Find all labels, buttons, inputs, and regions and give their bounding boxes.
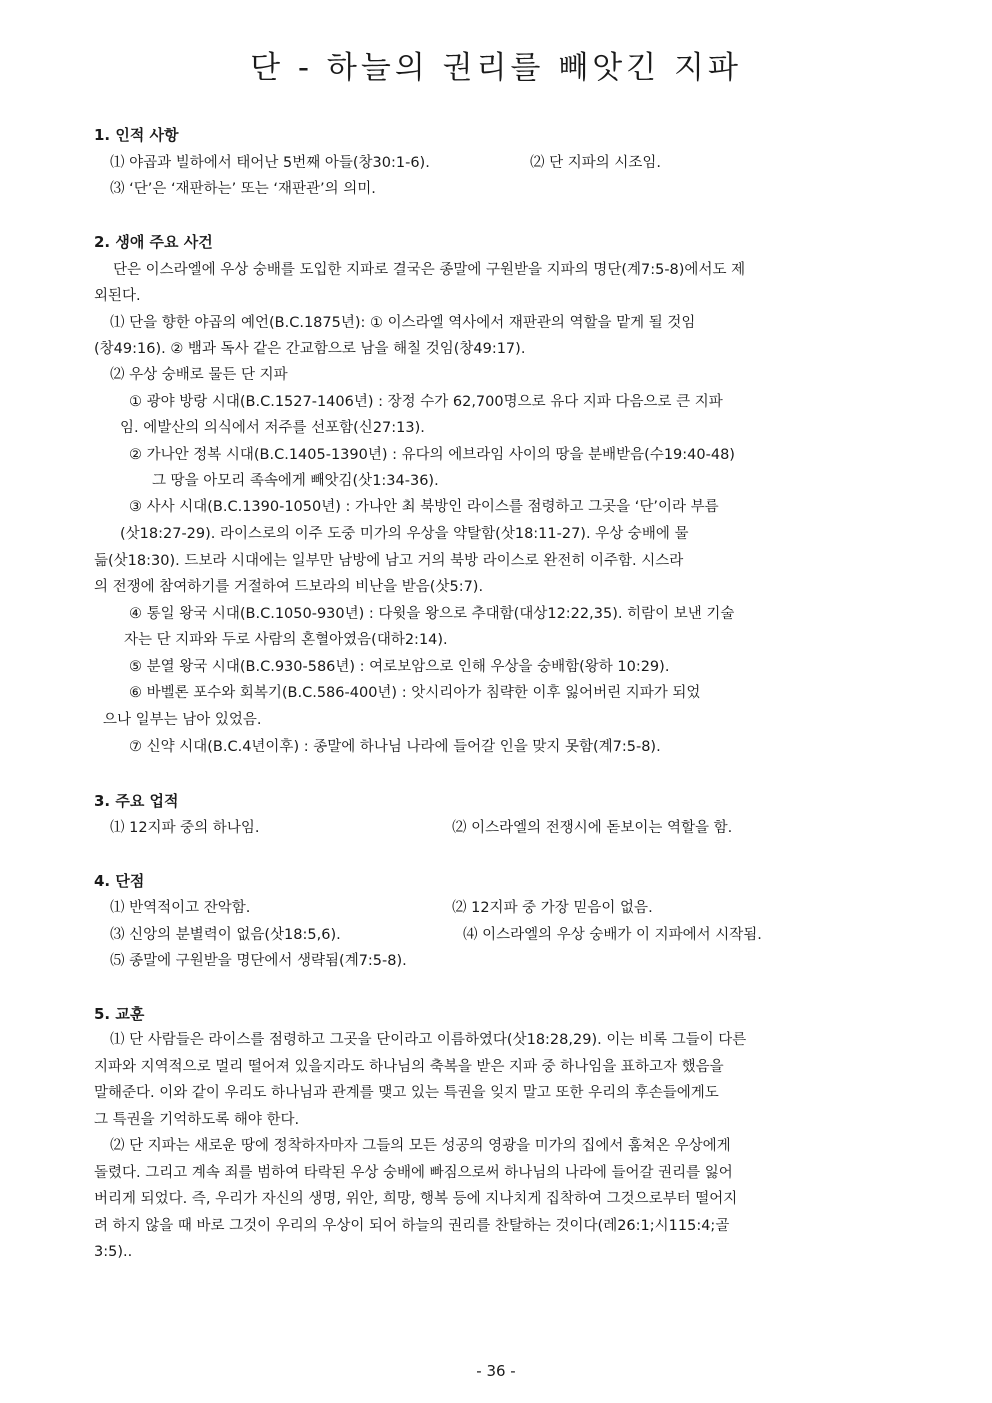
lesson-1-line-4: 그 특권을 기억하도록 해야 한다. bbox=[94, 1112, 300, 1128]
section-5-heading: 5. 교훈 bbox=[94, 1005, 145, 1023]
period-3-line-1: ③ 사사 시대(B.C.1390-1050년) : 가나안 최 북방인 라이스를 점령하고 그곳을 ‘단’이라 부름 bbox=[129, 499, 719, 515]
section-2-intro-line-1: 단은 이스라엘에 우상 숭배를 도입한 지파로 결국은 종말에 구원받을 지파의 명단(계7:5-8)에서도 제 bbox=[113, 262, 746, 278]
section-2-intro-line-2: 외된다. bbox=[94, 288, 141, 304]
lesson-2-line-4: 려 하지 않을 때 바로 그것이 우리의 우상이 되어 하늘의 권리를 찬탈하는 것이다(레26:1;시115:4;골 bbox=[94, 1218, 730, 1234]
period-4-line-1: ④ 통일 왕국 시대(B.C.1050-930년) : 다윗을 왕으로 추대함(대상12:22,35). 히람이 보낸 기술 bbox=[129, 606, 735, 622]
section-2-heading: 2. 생애 주요 사건 bbox=[94, 233, 213, 251]
section-2-item-1-line-1: ⑴ 단을 향한 야곱의 예언(B.C.1875년): ① 이스라엘 역사에서 재판관의 역할을 맡게 될 것임 bbox=[110, 315, 696, 331]
section-4-item-2: ⑵ 12지파 중 가장 믿음이 없음. bbox=[452, 900, 653, 916]
period-6-line-1: ⑥ 바벨론 포수와 회복기(B.C.586-400년) : 앗시리아가 침략한 이후 잃어버린 지파가 되었 bbox=[129, 685, 701, 701]
period-3-line-4: 의 전쟁에 참여하기를 거절하여 드보라의 비난을 받음(삿5:7). bbox=[94, 579, 484, 595]
lesson-2-line-2: 돌렸다. 그리고 계속 죄를 범하여 타락된 우상 숭배에 빠짐으로써 하나님의 나라에 들어갈 권리를 잃어 bbox=[94, 1165, 733, 1181]
period-7: ⑦ 신약 시대(B.C.4년이후) : 종말에 하나님 나라에 들어갈 인을 맞지 못함(계7:5-8). bbox=[129, 739, 661, 755]
period-1-line-2: 임. 에발산의 의식에서 저주를 선포함(신27:13). bbox=[120, 420, 425, 436]
section-4-item-4: ⑷ 이스라엘의 우상 숭배가 이 지파에서 시작됨. bbox=[463, 927, 762, 943]
page-number: - 36 - bbox=[476, 1362, 516, 1380]
lesson-1-line-2: 지파와 지역적으로 멀리 떨어져 있을지라도 하나님의 축복을 받은 지파 중 하나임을 표하고자 했음을 bbox=[94, 1059, 724, 1075]
section-1-item-1: ⑴ 야곱과 빌하에서 태어난 5번째 아들(창30:1-6). bbox=[110, 155, 430, 171]
section-1-item-2: ⑵ 단 지파의 시조임. bbox=[530, 155, 661, 171]
section-4-item-5: ⑸ 종말에 구원받을 명단에서 생략됨(계7:5-8). bbox=[110, 953, 407, 969]
period-3-line-3: 듦(삿18:30). 드보라 시대에는 일부만 남방에 남고 거의 북방 라이스로 완전히 이주함. 시스라 bbox=[94, 553, 684, 569]
section-3-item-1: ⑴ 12지파 중의 하나임. bbox=[110, 820, 260, 836]
period-5: ⑤ 분열 왕국 시대(B.C.930-586년) : 여로보암으로 인해 우상을 숭배함(왕하 10:29). bbox=[129, 659, 670, 675]
section-1-item-3: ⑶ ‘단’은 ‘재판하는’ 또는 ‘재판관’의 의미. bbox=[110, 181, 376, 197]
period-6-line-2: 으나 일부는 남아 있었음. bbox=[103, 712, 262, 728]
lesson-2-line-5: 3:5).. bbox=[94, 1244, 133, 1260]
lesson-2-line-3: 버리게 되었다. 즉, 우리가 자신의 생명, 위안, 희망, 행복 등에 지나치게 집착하여 그것으로부터 떨어지 bbox=[94, 1191, 738, 1207]
lesson-2-line-1: ⑵ 단 지파는 새로운 땅에 정착하자마자 그들의 모든 성공의 영광을 미가의 집에서 훔쳐온 우상에게 bbox=[110, 1138, 731, 1154]
section-4-item-3: ⑶ 신앙의 분별력이 없음(삿18:5,6). bbox=[110, 927, 341, 943]
period-2-line-1: ② 가나안 정복 시대(B.C.1405-1390년) : 유다의 에브라임 사이의 땅을 분배받음(수19:40-48) bbox=[129, 447, 735, 463]
section-4-heading: 4. 단점 bbox=[94, 872, 145, 890]
section-1-heading: 1. 인적 사항 bbox=[94, 126, 179, 144]
section-3-item-2: ⑵ 이스라엘의 전쟁시에 돋보이는 역할을 함. bbox=[452, 820, 733, 836]
section-4-item-1: ⑴ 반역적이고 잔악함. bbox=[110, 900, 251, 916]
section-2-item-2: ⑵ 우상 숭배로 물든 단 지파 bbox=[110, 367, 288, 383]
section-3-heading: 3. 주요 업적 bbox=[94, 792, 179, 810]
period-2-line-2: 그 땅을 아모리 족속에게 빼앗김(삿1:34-36). bbox=[152, 473, 439, 489]
page-title: 단 - 하늘의 권리를 빼앗긴 지파 bbox=[250, 50, 742, 86]
period-4-line-2: 자는 단 지파와 두로 사람의 혼혈아였음(대하2:14). bbox=[124, 632, 448, 648]
period-3-line-2: (삿18:27-29). 라이스로의 이주 도중 미가의 우상을 약탈함(삿18:11-27). 우상 숭배에 물 bbox=[120, 526, 689, 542]
lesson-1-line-1: ⑴ 단 사람들은 라이스를 점령하고 그곳을 단이라고 이름하였다(삿18:28,29). 이는 비록 그들이 다른 bbox=[110, 1032, 747, 1048]
section-2-item-1-line-2: (창49:16). ② 뱀과 독사 같은 간교함으로 남을 해칠 것임(창49:17). bbox=[94, 341, 526, 357]
period-1-line-1: ① 광야 방랑 시대(B.C.1527-1406년) : 장정 수가 62,700명으로 유다 지파 다음으로 큰 지파 bbox=[129, 394, 723, 410]
lesson-1-line-3: 말해준다. 이와 같이 우리도 하나님과 관계를 맺고 있는 특권을 잊지 말고 또한 우리의 후손들에게도 bbox=[94, 1085, 719, 1101]
